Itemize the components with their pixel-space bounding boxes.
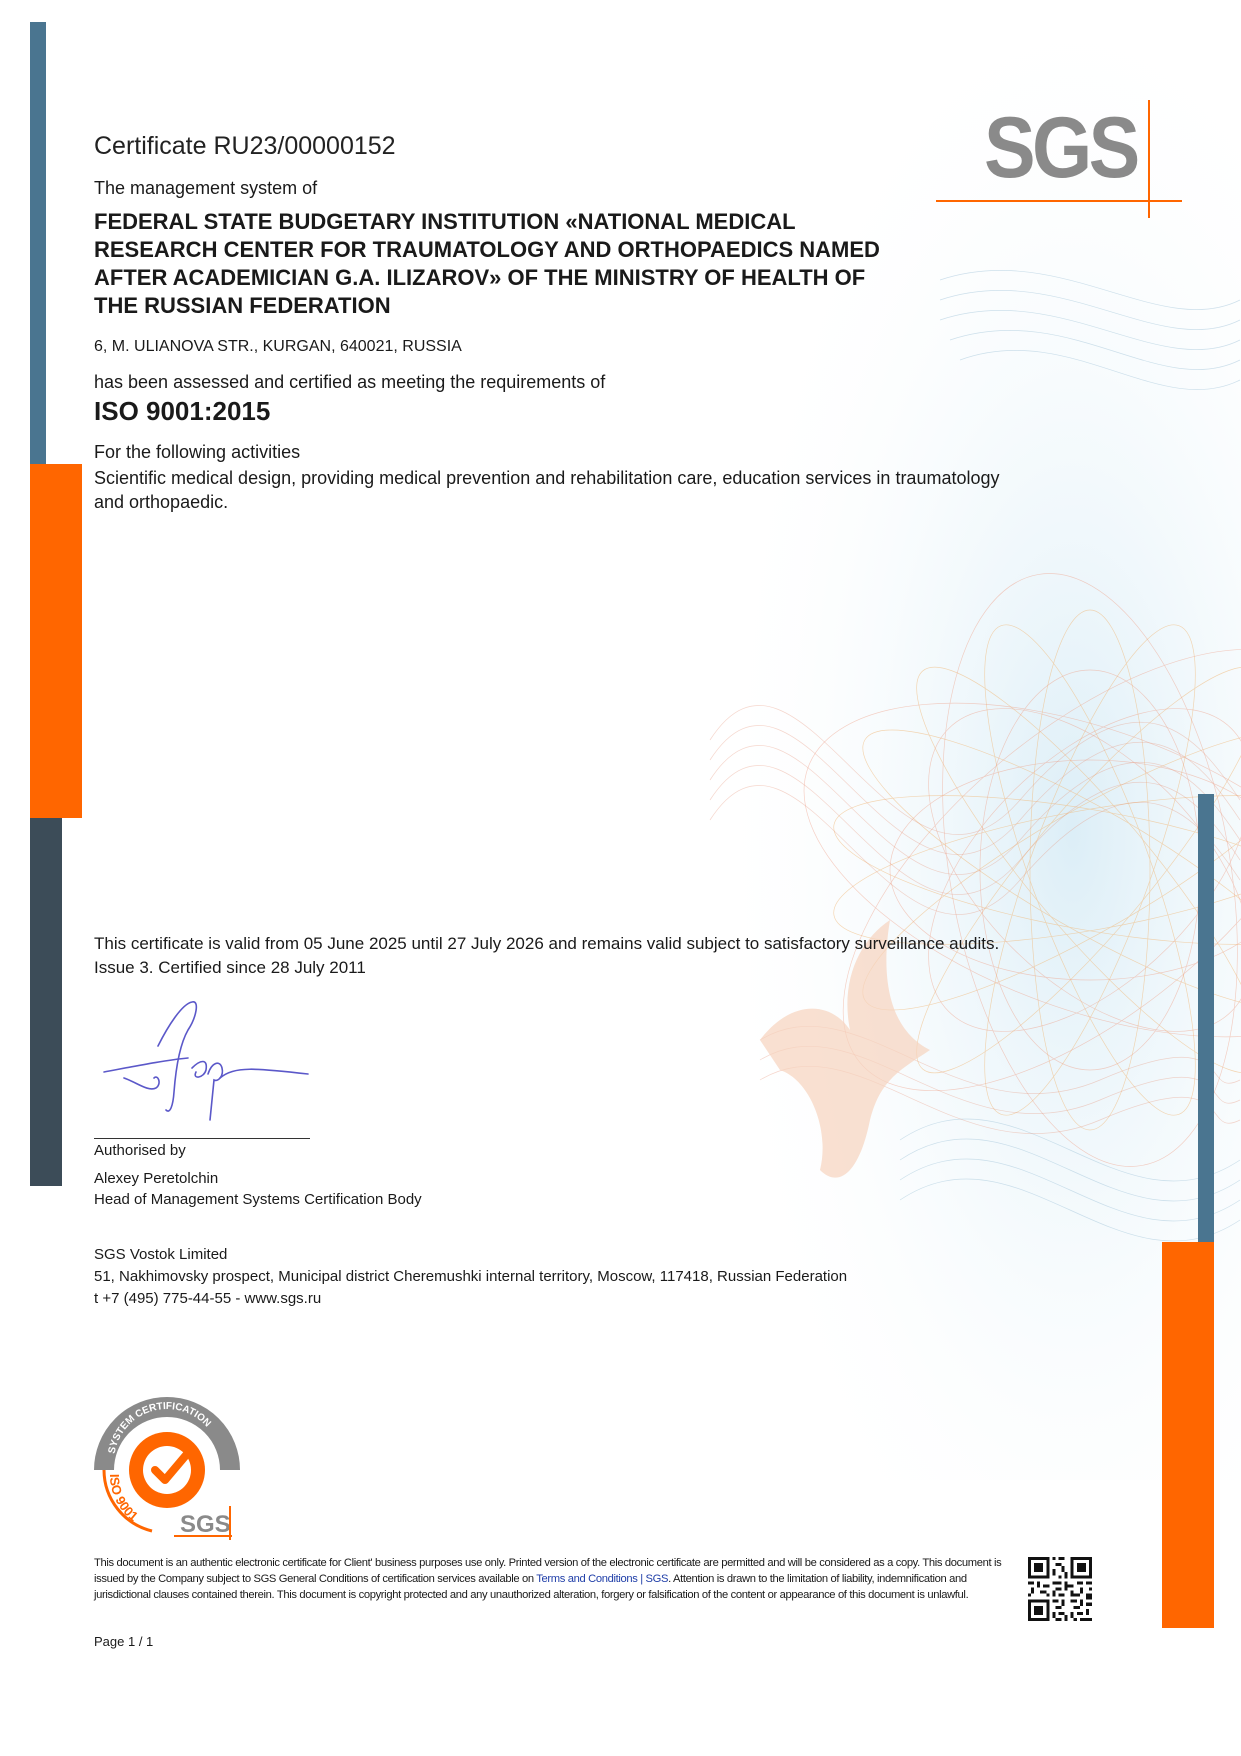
sgs-logo-vline <box>1148 100 1150 218</box>
sgs-logo-text: SGS <box>984 100 1137 196</box>
signatory-block <box>94 1168 434 1210</box>
terms-link[interactable]: Terms and Conditions | SGS <box>536 1573 669 1585</box>
sgs-logo <box>936 100 1182 210</box>
issue-text: Issue 3. Certified since 28 July 2011 <box>94 958 366 977</box>
activities-label: For the following activities <box>94 442 301 462</box>
page-number: Page 1 / 1 <box>94 1634 154 1649</box>
certification-seal <box>92 1392 242 1542</box>
issuer-contact: t +7 (495) 775-44-55 - www.sgs.ru <box>94 1290 322 1307</box>
signature-line <box>94 1138 310 1139</box>
signatory-name: Alexey Peretolchin <box>94 1170 219 1187</box>
left-bar-blue <box>30 22 46 464</box>
authorised-label: Authorised by <box>94 1142 186 1159</box>
certificate-number: Certificate RU23/00000152 <box>94 132 396 160</box>
left-bar-orange <box>30 464 82 818</box>
validity-block <box>94 932 1094 980</box>
issuer-block <box>94 1244 847 1310</box>
handwritten-signature <box>96 996 316 1126</box>
sgs-logo-hline <box>936 200 1182 202</box>
left-bar-slate <box>30 818 62 1186</box>
issuer-address: 51, Nakhimovsky prospect, Municipal district Cheremushki internal territory, Moscow, 117418, Russian Federation <box>94 1268 848 1285</box>
signatory-title: Head of Management Systems Certification Body <box>94 1191 422 1208</box>
right-bar-blue <box>1198 794 1214 1242</box>
issuer-company: SGS Vostok Limited <box>94 1246 228 1263</box>
standard-name: ISO 9001:2015 <box>94 396 271 426</box>
seal-top-text: SYSTEM CERTIFICATION <box>106 1400 213 1455</box>
right-bar-orange <box>1162 1242 1214 1628</box>
intro-text: The management system of <box>94 178 318 198</box>
qr-code <box>1028 1557 1092 1621</box>
organization-address: 6, M. ULIANOVA STR., KURGAN, 640021, RUSSIA <box>94 338 462 355</box>
validity-text: This certificate is valid from 05 June 2025 until 27 July 2026 and remains valid subject to satisfactory surveillance audits. <box>94 934 1000 953</box>
activities-text: Scientific medical design, providing medical prevention and rehabilitation care, education services in traumatology and orthopaedic. <box>94 468 1000 512</box>
seal-sgs-text: SGS <box>180 1511 231 1538</box>
assessed-text: has been assessed and certified as meeting the requirements of <box>94 372 606 392</box>
disclaimer-text: This document is an authentic electronic certificate for Client' business purposes use only. Printed version of the electronic certificate are permitted and will be considered as a copy. This document is issued by the Company subject to SGS General Conditions of certification services available on Terms and Conditions | SGS. Attention is drawn to the limitation of liability, indemnification and jurisdictional clauses contained therein. This document is copyright protected and any unauthorized alteration, forgery or falsification of the content or appearance of this document is unlawful. <box>94 1557 1002 1601</box>
seal-side-text: ISO 9001 <box>106 1473 141 1525</box>
organization-name: FEDERAL STATE BUDGETARY INSTITUTION «NATIONAL MEDICAL RESEARCH CENTER FOR TRAUMATOLOGY AND ORTHOPAEDICS NAMED AFTER ACADEMICIAN G.A. ILIZAROV» OF THE MINISTRY OF HEALTH OF THE RUSSIAN FEDERATION <box>94 209 880 318</box>
